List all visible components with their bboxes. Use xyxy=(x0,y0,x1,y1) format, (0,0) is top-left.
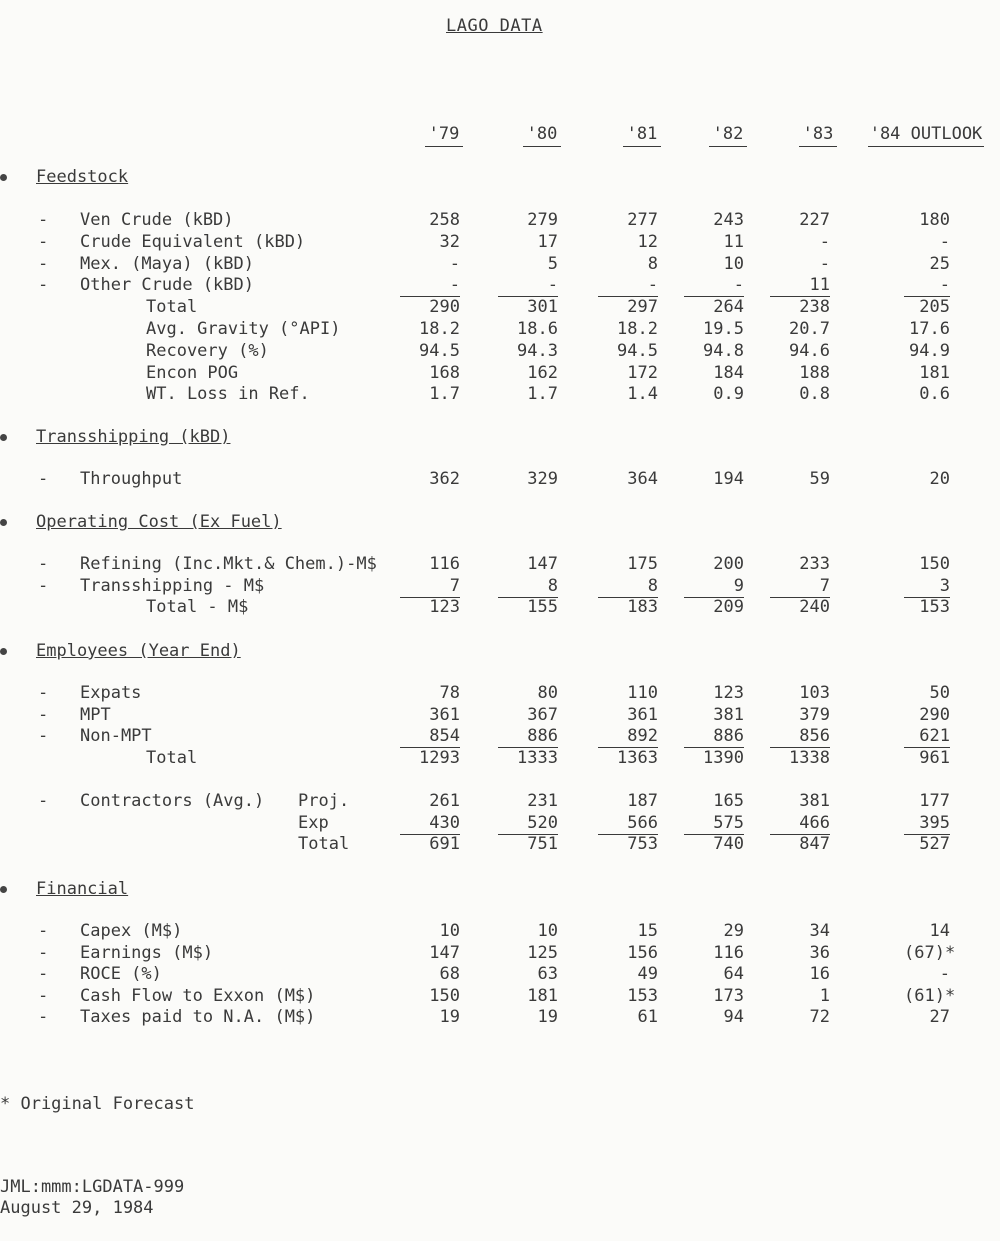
cell-value: 116 xyxy=(713,942,744,963)
cell-value: 240 xyxy=(799,597,830,617)
row-dash: - xyxy=(38,469,49,489)
cell-value: 147 xyxy=(527,554,558,574)
row-dash: - xyxy=(38,791,49,811)
cell-value: 17 xyxy=(537,231,558,252)
cell-value: 1 xyxy=(819,985,830,1006)
row-label: Mex. (Maya) (kBD) xyxy=(80,253,254,274)
table-row xyxy=(0,964,1000,985)
cell-value: 175 xyxy=(627,554,658,574)
table-row xyxy=(0,341,1000,362)
cell-value: 227 xyxy=(799,210,830,230)
cell-value: 1.7 xyxy=(527,384,558,405)
cell-value: 94.9 xyxy=(909,340,950,361)
cell-value: 1390 xyxy=(703,747,744,768)
cell-value: - xyxy=(598,275,658,297)
cell-value: 183 xyxy=(627,597,658,617)
table-row xyxy=(0,210,1000,231)
row-sublabel: Exp xyxy=(298,812,329,833)
cell-value: 103 xyxy=(799,683,830,703)
section-heading: Operating Cost (Ex Fuel) xyxy=(36,512,282,532)
cell-value: 0.9 xyxy=(713,384,744,405)
year-header-80: '80 xyxy=(512,124,572,147)
cell-value: 751 xyxy=(527,834,558,854)
table-row xyxy=(0,705,1000,726)
cell-value: 177 xyxy=(919,791,950,811)
cell-value: 10 xyxy=(723,253,744,274)
cell-value: 123 xyxy=(713,683,744,703)
row-dash: - xyxy=(38,275,49,296)
cell-value: 854 xyxy=(400,726,460,748)
cell-value: 12 xyxy=(637,231,658,252)
cell-value: 1333 xyxy=(517,747,558,768)
cell-value: 233 xyxy=(799,554,830,574)
cell-value: 3 xyxy=(904,576,950,598)
cell-value: 123 xyxy=(429,597,460,617)
cell-value: - xyxy=(498,275,558,297)
cell-value: 209 xyxy=(713,597,744,617)
cell-value: 19.5 xyxy=(703,319,744,339)
cell-value: 466 xyxy=(770,813,830,835)
table-row xyxy=(0,319,1000,340)
row-label: Expats xyxy=(80,683,142,703)
cell-value: 1338 xyxy=(789,747,830,768)
cell-value: 153 xyxy=(919,597,950,617)
row-dash: - xyxy=(38,964,49,984)
cell-value: 261 xyxy=(429,791,460,811)
row-label: Ven Crude (kBD) xyxy=(80,210,234,230)
cell-value: 20 xyxy=(929,469,950,489)
table-row xyxy=(0,1007,1000,1028)
row-label: Cash Flow to Exxon (M$) xyxy=(80,985,316,1006)
row-dash: - xyxy=(38,231,49,252)
cell-value: 7 xyxy=(400,576,460,598)
row-label: Taxes paid to N.A. (M$) xyxy=(80,1007,316,1027)
year-header-81: '81 xyxy=(612,124,672,147)
footnote: * Original Forecast xyxy=(0,1094,195,1114)
row-label: Other Crude (kBD) xyxy=(80,275,254,296)
cell-value: 379 xyxy=(799,704,830,725)
cell-value: 8 xyxy=(598,576,658,598)
cell-value: 34 xyxy=(809,921,830,941)
cell-value: 29 xyxy=(723,921,744,941)
table-row xyxy=(0,921,1000,942)
row-dash: - xyxy=(38,726,49,746)
cell-value: 19 xyxy=(537,1007,558,1027)
section-heading: Financial xyxy=(36,879,129,899)
year-header-79: '79 xyxy=(414,124,474,147)
cell-value: 61 xyxy=(637,1007,658,1027)
cell-value: 20.7 xyxy=(789,319,830,339)
cell-value: - xyxy=(400,275,460,297)
row-dash: - xyxy=(38,1007,49,1027)
cell-value: 7 xyxy=(770,576,830,598)
cell-value: 329 xyxy=(527,469,558,489)
table-row xyxy=(0,576,1000,597)
row-label: Avg. Gravity (°API) xyxy=(146,319,341,339)
row-dash: - xyxy=(38,921,49,941)
cell-value: 381 xyxy=(713,704,744,725)
cell-value: 162 xyxy=(527,362,558,383)
cell-value: 753 xyxy=(627,834,658,854)
row-dash: - xyxy=(38,210,49,230)
cell-value: 94.3 xyxy=(517,340,558,361)
cell-value: 886 xyxy=(684,726,744,748)
cell-value: 361 xyxy=(627,704,658,725)
cell-value: 64 xyxy=(723,964,744,984)
cell-value: 94.6 xyxy=(789,340,830,361)
row-label: Encon POG xyxy=(146,362,239,383)
row-label: Refining (Inc.Mkt.& Chem.)-M$ xyxy=(80,554,377,574)
cell-value: - xyxy=(819,253,830,274)
table-row xyxy=(0,232,1000,253)
table-row xyxy=(0,597,1000,618)
row-label: Contractors (Avg.) xyxy=(80,791,265,811)
cell-value: 8 xyxy=(498,576,558,598)
cell-value: 125 xyxy=(527,942,558,963)
year-header-84-outlook: '84 OUTLOOK xyxy=(858,124,994,147)
cell-value: 181 xyxy=(527,985,558,1006)
cell-value: 49 xyxy=(637,964,658,984)
cell-value: 1293 xyxy=(419,747,460,768)
cell-value: 11 xyxy=(723,231,744,252)
bullet-icon xyxy=(0,886,7,893)
cell-value: 847 xyxy=(799,834,830,854)
cell-value: 116 xyxy=(429,554,460,574)
row-label: WT. Loss in Ref. xyxy=(146,384,310,405)
section-feedstock xyxy=(36,167,128,187)
table-row xyxy=(0,297,1000,318)
cell-value: 856 xyxy=(770,726,830,748)
section-heading: Employees (Year End) xyxy=(36,641,241,661)
cell-value: 80 xyxy=(537,683,558,703)
cell-value: 892 xyxy=(598,726,658,748)
cell-value: - xyxy=(939,231,950,252)
row-label: Crude Equivalent (kBD) xyxy=(80,231,306,252)
cell-value: 430 xyxy=(400,813,460,835)
table-row xyxy=(0,726,1000,747)
row-label: Total - M$ xyxy=(146,597,249,617)
cell-value: 32 xyxy=(439,231,460,252)
section-employees xyxy=(36,641,241,661)
cell-value: 277 xyxy=(627,210,658,230)
cell-value: 238 xyxy=(799,297,830,318)
cell-value: 367 xyxy=(527,704,558,725)
cell-value: 362 xyxy=(429,469,460,489)
cell-value: - xyxy=(904,275,950,297)
cell-value: 18.2 xyxy=(419,319,460,339)
cell-value: 173 xyxy=(713,985,744,1006)
row-label: ROCE (%) xyxy=(80,964,162,984)
cell-value: 361 xyxy=(429,704,460,725)
cell-value: 25 xyxy=(929,253,950,274)
table-row xyxy=(0,986,1000,1007)
cell-value: 740 xyxy=(713,834,744,854)
cell-value: 395 xyxy=(904,813,950,835)
table-row xyxy=(0,469,1000,490)
cell-value: 8 xyxy=(647,253,658,274)
bullet-icon xyxy=(0,519,7,526)
cell-value: 1363 xyxy=(617,747,658,768)
cell-value: 297 xyxy=(627,297,658,318)
cell-value: 566 xyxy=(598,813,658,835)
table-row xyxy=(0,363,1000,384)
cell-value: 200 xyxy=(713,554,744,574)
table-row xyxy=(0,254,1000,275)
table-row xyxy=(0,683,1000,704)
cell-value: 621 xyxy=(904,726,950,748)
cell-value: 0.8 xyxy=(799,384,830,405)
cell-value: 520 xyxy=(498,813,558,835)
cell-value: 153 xyxy=(627,985,658,1006)
cell-value: 78 xyxy=(439,683,460,703)
cell-value: 187 xyxy=(627,791,658,811)
cell-value: 0.6 xyxy=(919,384,950,405)
row-dash: - xyxy=(38,575,49,596)
row-label: Non-MPT xyxy=(80,726,152,746)
section-heading: Transshipping (kBD) xyxy=(36,427,231,447)
cell-value: 1.4 xyxy=(627,384,658,405)
cell-value: 155 xyxy=(527,597,558,617)
cell-value: 194 xyxy=(713,469,744,489)
cell-value: 14 xyxy=(929,921,950,941)
table-row xyxy=(0,813,1000,834)
cell-value: 264 xyxy=(713,297,744,318)
table-row xyxy=(0,275,1000,296)
row-label: Total xyxy=(146,747,198,768)
cell-value: 11 xyxy=(770,275,830,297)
cell-value: - xyxy=(449,253,460,274)
cell-value: 575 xyxy=(684,813,744,835)
cell-value: 36 xyxy=(809,942,830,963)
cell-value: 18.6 xyxy=(517,319,558,339)
cell-value: 19 xyxy=(439,1007,460,1027)
cell-value: 27 xyxy=(929,1007,950,1027)
table-row xyxy=(0,554,1000,575)
cell-value: 243 xyxy=(713,210,744,230)
year-header-82: '82 xyxy=(698,124,758,147)
cell-value: 16 xyxy=(809,964,830,984)
table-row xyxy=(0,943,1000,964)
cell-value: 5 xyxy=(547,253,558,274)
page-title: LAGO DATA xyxy=(446,16,543,36)
table-row xyxy=(0,834,1000,855)
year-header-83: '83 xyxy=(788,124,848,147)
section-operating-cost xyxy=(36,512,282,532)
cell-value: 258 xyxy=(429,210,460,230)
row-dash: - xyxy=(38,683,49,703)
cell-value: 17.6 xyxy=(909,319,950,339)
cell-value: 94 xyxy=(723,1007,744,1027)
bullet-icon xyxy=(0,648,7,655)
cell-value: 110 xyxy=(627,683,658,703)
row-label: MPT xyxy=(80,704,111,725)
cell-value: 165 xyxy=(713,791,744,811)
row-dash: - xyxy=(38,704,49,725)
document-date: August 29, 1984 xyxy=(0,1198,154,1218)
cell-value: 180 xyxy=(919,210,950,230)
cell-value: 15 xyxy=(637,921,658,941)
cell-value: 301 xyxy=(527,297,558,318)
row-sublabel: Total xyxy=(298,834,350,854)
row-label: Capex (M$) xyxy=(80,921,183,941)
row-label: Recovery (%) xyxy=(146,340,269,361)
cell-value: 364 xyxy=(627,469,658,489)
cell-value: 181 xyxy=(919,362,950,383)
bullet-icon xyxy=(0,434,7,441)
table-row xyxy=(0,384,1000,405)
cell-value: 63 xyxy=(537,964,558,984)
row-dash: - xyxy=(38,942,49,963)
cell-value: - xyxy=(819,231,830,252)
cell-value: - xyxy=(939,964,950,984)
bullet-icon xyxy=(0,174,7,181)
cell-value: 68 xyxy=(439,964,460,984)
cell-value: 381 xyxy=(799,791,830,811)
cell-value: 94.5 xyxy=(419,340,460,361)
table-row xyxy=(0,748,1000,769)
cell-value: 147 xyxy=(429,942,460,963)
row-label: Total xyxy=(146,297,198,318)
cell-value: 94.5 xyxy=(617,340,658,361)
section-heading: Feedstock xyxy=(36,167,129,187)
row-dash: - xyxy=(38,253,49,274)
cell-value: 205 xyxy=(919,297,950,318)
cell-value: 1.7 xyxy=(429,384,460,405)
cell-value: 150 xyxy=(429,985,460,1006)
cell-value: (61)* xyxy=(904,985,956,1006)
row-label: Transshipping - M$ xyxy=(80,575,265,596)
cell-value: (67)* xyxy=(904,942,956,963)
cell-value: 188 xyxy=(799,362,830,383)
cell-value: 168 xyxy=(429,362,460,383)
cell-value: 150 xyxy=(919,554,950,574)
row-dash: - xyxy=(38,985,49,1006)
cell-value: 9 xyxy=(684,576,744,598)
cell-value: 156 xyxy=(627,942,658,963)
table-row xyxy=(0,791,1000,812)
cell-value: 527 xyxy=(919,834,950,854)
cell-value: 10 xyxy=(537,921,558,941)
cell-value: 184 xyxy=(713,362,744,383)
cell-value: 10 xyxy=(439,921,460,941)
cell-value: 231 xyxy=(527,791,558,811)
cell-value: - xyxy=(684,275,744,297)
row-dash: - xyxy=(38,554,49,574)
cell-value: 59 xyxy=(809,469,830,489)
cell-value: 94.8 xyxy=(703,340,744,361)
cell-value: 290 xyxy=(429,297,460,318)
section-transshipping xyxy=(36,427,230,447)
cell-value: 172 xyxy=(627,362,658,383)
section-financial xyxy=(36,879,128,899)
reference-code: JML:mmm:LGDATA-999 xyxy=(0,1177,185,1197)
cell-value: 50 xyxy=(929,683,950,703)
row-label: Throughput xyxy=(80,469,183,489)
row-label: Earnings (M$) xyxy=(80,942,214,963)
row-sublabel: Proj. xyxy=(298,791,350,811)
cell-value: 290 xyxy=(919,704,950,725)
cell-value: 72 xyxy=(809,1007,830,1027)
cell-value: 961 xyxy=(919,747,950,768)
cell-value: 279 xyxy=(527,210,558,230)
cell-value: 18.2 xyxy=(617,319,658,339)
cell-value: 691 xyxy=(429,834,460,854)
cell-value: 886 xyxy=(498,726,558,748)
